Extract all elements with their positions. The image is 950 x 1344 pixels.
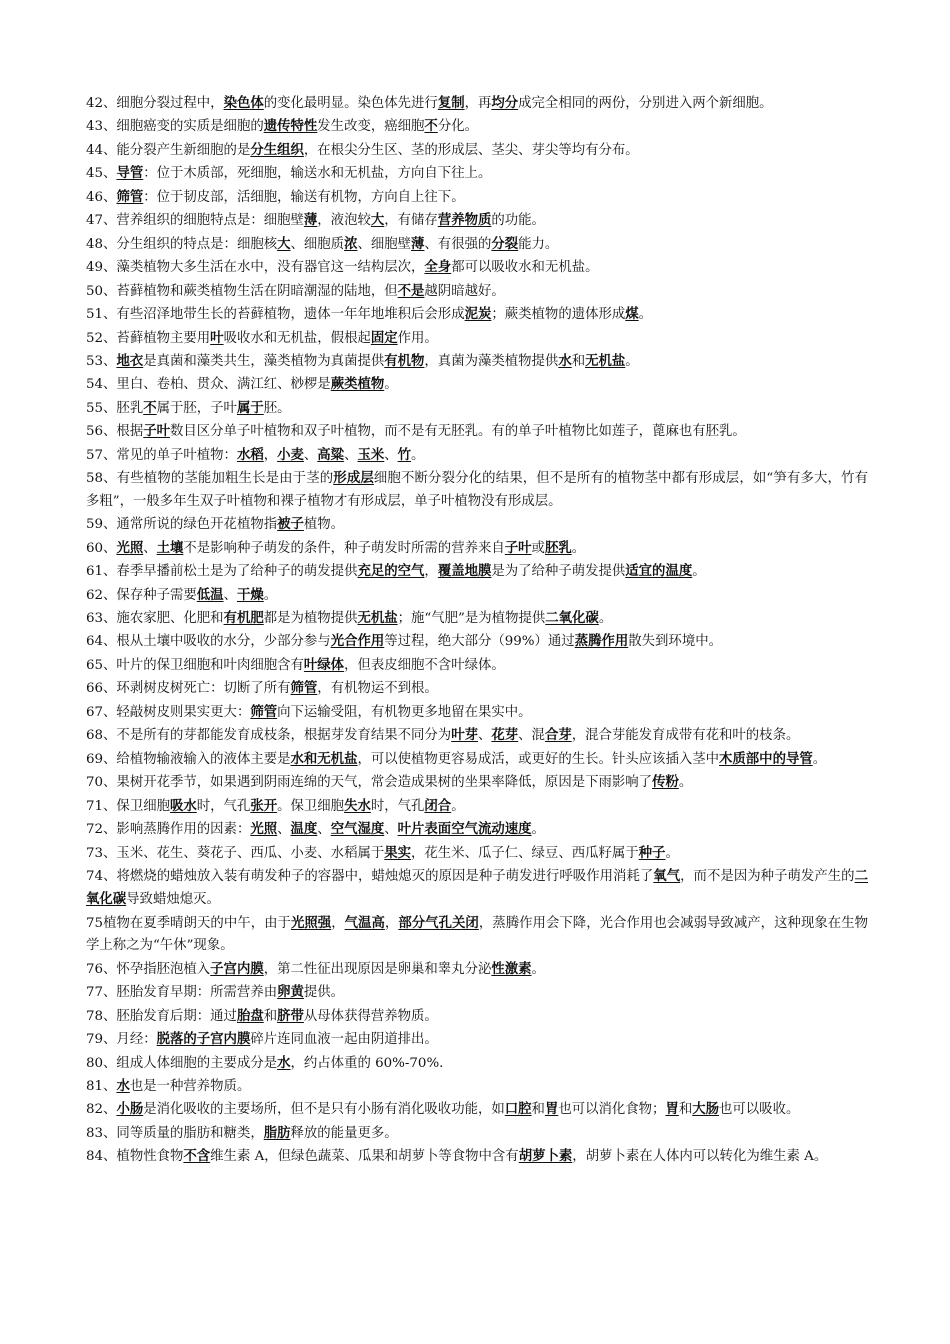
key-term: 被子 [277,516,304,533]
item-text: 52、苔藓植物主要用 [86,330,211,346]
item-text: 。 [411,447,425,463]
list-item [86,467,868,513]
item-text: ；施“气肥”是为植物提供 [397,610,546,626]
item-text: 82、 [86,1102,117,1118]
item-text: 46、 [86,189,117,205]
key-term: 子宫内膜 [210,960,264,977]
item-text: 。 [531,961,545,977]
key-term: 张开 [250,797,278,814]
item-text: 49、藻类植物大多生活在水中，没有器官这一结构层次， [86,260,425,276]
item-text: ， [384,915,399,931]
item-text: 61、春季早播前松土是为了给种子的萌发提供 [86,564,358,580]
item-text: 时，气孔 [196,798,251,814]
item-text: 59、通常所说的绿色开花植物指 [86,517,278,533]
item-text: 时，气孔 [370,798,425,814]
key-term: 子叶 [504,539,532,556]
item-text: 43、细胞癌变的实质是细胞的 [86,119,264,135]
item-text: 分化。 [437,119,478,135]
key-term: 土壤 [156,539,184,556]
item-text: 。 [638,307,653,323]
list-item [86,115,868,138]
item-text: 68、不是所有的芽都能发育成枝条，根据芽发育结果不同分为 [86,728,452,744]
key-term: 分生组织 [250,141,304,158]
key-term: 胡萝卜素 [518,1148,573,1165]
item-text: 向下运输受阻，有机物更多地留在果实中。 [277,704,532,720]
item-text: ，真菌为藻类植物提供 [424,353,559,369]
item-text: 、 [384,822,398,838]
item-text: 55、胚乳 [86,400,144,416]
key-term: 水 [558,352,572,369]
key-term: 筛管 [116,188,144,205]
key-term: 失水 [344,797,371,814]
item-text: 不是影响种子萌发的条件，种子萌发时所需的营养来自 [183,540,505,556]
item-text: ，可以使植物更容易成活，或更好的生长。针头应该插入茎中 [357,751,720,767]
item-text: 的功能。 [491,213,545,229]
item-text: ，蒸腾作用会下降，光合作用也会减弱导致减产，这种现象在生物学上称之为“午休”现象。 [86,915,869,954]
item-text: ，混合芽能发育成带有花和叶的枝条。 [571,728,800,744]
item-text: 或 [531,540,545,556]
item-text: 散失到环境中。 [628,634,722,650]
item-text: 74、将燃烧的蜡烛放入装有萌发种子的容器中，蜡烛熄灭的原因是种子萌发进行呼吸作用消耗了 [86,868,654,884]
item-text: 51、有些沼泽地带生长的苔藓植物，遗体一年年地堆积后会形成 [86,307,465,323]
key-term: 不 [143,399,157,416]
list-item [86,1052,868,1075]
item-text: ，胡萝卜素在人体内可以转化为维生素 A。 [572,1149,828,1165]
list-item [86,677,868,700]
item-text: 50、苔藓植物和蕨类植物生活在阴暗潮湿的陆地，但 [86,283,398,299]
item-text: 48、分生组织的特点是：细胞核 [86,236,278,252]
list-item [86,233,868,256]
item-text: 和 [531,1102,545,1118]
item-text: 。 [665,845,679,861]
key-term: 光合作用 [330,633,385,650]
item-text: 。 [812,751,827,767]
key-term: 不 [424,118,438,135]
key-term: 光照 [250,821,278,838]
key-term: 木质部中的导管 [719,750,813,767]
item-text: ，液泡较 [317,213,371,229]
list-item [86,654,868,677]
item-text: 、细胞质 [290,236,345,252]
item-text: 植物。 [303,517,345,533]
list-item [86,303,868,326]
list-item [86,630,868,653]
item-text: 越阴暗越好。 [424,283,505,299]
key-term: 胃 [665,1101,679,1118]
key-term: 合芽 [544,727,572,744]
item-text: 、 [477,728,492,744]
key-term: 干燥 [236,586,264,603]
list-item [86,818,868,841]
key-term: 适宜的温度 [625,563,693,580]
item-text: 作用。 [397,330,438,346]
list-item [86,209,868,232]
item-text: 、 [344,447,358,463]
list-item [86,748,868,771]
key-term: 导管 [116,165,144,182]
item-text: 是真菌和藻类共生，藻类植物为真菌提供 [143,353,385,369]
item-text: ，在根尖分生区、茎的形成层、茎尖、芽尖等均有分布。 [303,142,639,158]
list-item [86,865,868,912]
item-text: 属于胚，子叶 [156,400,237,416]
item-text: 。 [625,353,639,369]
list-item [86,560,868,583]
list-item [86,513,868,536]
item-text: 72、影响蒸腾作用的因素： [86,822,251,838]
key-term: 蕨类植物 [330,376,385,393]
key-term: 玉米 [357,446,385,463]
item-text: 是消化吸收的主要场所，但不是只有小肠有消化吸收功能，如 [143,1102,505,1118]
list-item [86,912,868,958]
item-text: 和 [678,1102,693,1118]
key-term: 胚乳 [544,539,572,556]
item-text: 都可以吸收水和无机盐。 [451,260,599,276]
item-text: 等过程，绝大部分（99%）通过 [384,634,575,650]
list-item [86,1005,868,1028]
item-text: 79、月经： [86,1032,157,1048]
key-term: 有机肥 [223,609,264,626]
key-term: 无机盐 [357,609,398,626]
item-text: 56、根据 [86,424,144,440]
key-term: 空气湿度 [330,821,385,838]
item-text: 成完全相同的两份，分别进入两个新细胞。 [518,96,773,111]
item-text: 和 [571,353,586,369]
key-term: 遗传特性 [263,118,318,135]
item-text: ；蕨类植物的遗体形成 [491,307,626,323]
key-term: 闭合 [424,797,452,814]
list-item [86,724,868,747]
item-text: 胚。 [263,400,291,416]
key-term: 水稻 [236,446,264,463]
key-term: 泥炭 [464,306,492,323]
item-text: 维生素 A，但绿色蔬菜、瓜果和胡萝卜等食物中含有 [210,1149,519,1165]
item-text: 66、环剥树皮树死亡：切断了所有 [86,681,291,697]
item-text: ，但表皮细胞不含叶绿体。 [344,657,505,673]
item-text: ，第二性征出现原因是卵巢和睾丸分泌 [263,961,492,977]
key-term: 复制 [437,95,465,111]
document-page [86,92,868,1169]
key-term: 蒸腾作用 [574,633,629,650]
key-term: 水 [116,1078,130,1095]
key-term: 均分 [491,95,519,111]
list-item [86,958,868,981]
item-text: ，有储存 [384,213,438,229]
item-text: ：位于韧皮部，活细胞，输送有机物，方向自上往下。 [143,189,465,205]
item-text: 、 [303,447,318,463]
item-text: 发生改变，癌细胞 [317,119,425,135]
item-text: 和 [263,1008,278,1024]
list-item [86,537,868,560]
item-text: ， [263,447,278,463]
list-item [86,420,868,443]
item-text: 提供。 [303,985,345,1001]
item-text: 。 [678,775,693,791]
key-term: 小麦 [277,446,304,463]
item-text: 53、 [86,353,117,369]
list-item [86,771,868,794]
key-term: 地衣 [116,352,144,369]
item-text: 数目区分单子叶植物和双子叶植物，而不是有无胚乳。有的单子叶植物比如莲子，蓖麻也有胚乳。 [170,424,746,440]
item-text: 、 [223,587,237,603]
item-text: 。 [571,540,586,556]
key-term: 属于 [236,399,264,416]
key-term: 形成层 [333,470,374,487]
key-term: 大肠 [692,1101,720,1118]
key-term: 高粱 [317,446,345,463]
key-term: 胎盘 [236,1007,264,1024]
list-item [86,256,868,279]
item-text: 的变化最明显。染色体先进行 [263,96,438,111]
item-text: 71、保卫细胞 [86,798,170,814]
key-term: 胃 [544,1101,559,1118]
list-item [86,280,868,303]
key-term: 二氧化碳 [545,609,599,626]
list-item [86,1075,868,1098]
list-item [86,701,868,724]
list-item [86,397,868,420]
key-term: 气温高 [344,914,385,931]
key-term: 分裂 [491,235,519,252]
item-text: 78、胚胎发育后期：通过 [86,1008,237,1024]
item-text: ：位于木质部，死细胞，输送水和无机盐，方向自下往上。 [143,166,492,182]
item-text: 释放的能量更多。 [290,1125,398,1141]
item-text: 42、细胞分裂过程中， [86,96,224,111]
item-text: 73、玉米、花生、葵花子、西瓜、小麦、水稻属于 [86,845,385,861]
key-term: 脱落的子宫内膜 [156,1031,251,1048]
item-text: 吸收水和无机盐，假根起 [223,330,371,346]
item-text: 、混 [518,728,545,744]
key-term: 低温 [196,586,224,603]
item-text: 47、营养组织的细胞特点是：细胞壁 [86,213,304,229]
key-term: 光照强 [290,914,332,931]
key-term: 煤 [625,306,639,323]
item-text: 58、有些植物的茎能加粗生长是由于茎的 [86,471,334,487]
item-text: 44、能分裂产生新细胞的是 [86,142,251,158]
key-term: 果实 [384,844,412,861]
item-text: 65、叶片的保卫细胞和叶肉细胞含有 [86,657,304,673]
key-term: 小肠 [116,1101,144,1118]
item-text: ， [424,564,438,580]
item-text: 是为了给种子萌发提供 [491,564,626,580]
item-text: 、 [143,540,157,556]
item-text: ，再 [464,96,492,111]
item-text: 。保卫细胞 [277,798,345,814]
key-term: 卵黄 [277,984,304,1001]
list-item [86,584,868,607]
key-term: 氧气 [653,867,681,884]
item-text: 64、根从土壤中吸收的水分，少部分参与 [86,634,331,650]
list-item [86,607,868,630]
item-text: 。 [384,377,398,393]
item-text: 能力。 [518,236,559,252]
item-text: 54、里白、卷柏、贯众、满江红、桫椤是 [86,377,331,393]
item-text: 。 [263,587,278,603]
key-term: 大 [370,212,385,229]
item-text: ，而不是因为种子萌发产生的 [680,868,855,884]
item-text: 70、果树开花季节，如果遇到阴雨连绵的天气，常会造成果树的坐果率降低，原因是下雨影响了 [86,775,653,791]
key-term: 叶 [210,329,224,346]
item-text: 。 [531,822,545,838]
key-term: 口腔 [504,1101,532,1118]
key-term: 有机物 [384,352,425,369]
key-term: 子叶 [143,423,170,440]
item-text: 、 [317,822,331,838]
key-term: 性激素 [491,960,532,977]
item-text: 69、给植物输液输入的液体主要是 [86,751,291,767]
item-text: 80、组成人体细胞的主要成分是 [86,1055,278,1071]
key-term: 花芽 [491,727,519,744]
key-term: 筛管 [250,703,278,720]
key-term: 叶片表面空气流动速度 [397,821,532,838]
item-text: 、细胞壁 [357,236,412,252]
item-text: 67、轻敲树皮则果实更大： [86,704,251,720]
key-term: 脐带 [277,1007,304,1024]
item-text: 81、 [86,1079,117,1095]
key-term: 吸水 [170,797,197,814]
item-text: 碎片连同血液一起由阴道排出。 [250,1032,438,1048]
key-term: 全身 [424,259,452,276]
key-term: 充足的空气 [357,563,425,580]
key-term: 水 [277,1054,291,1071]
item-text: 45、 [86,166,117,182]
key-term: 筛管 [290,680,318,697]
list-item [86,139,868,162]
item-text: ，花生米、瓜子仁、绿豆、西瓜籽属于 [411,845,639,861]
item-text: 62、保存种子需要 [86,587,197,603]
item-text: ， [331,915,345,931]
list-item [86,1028,868,1051]
item-text: 60、 [86,540,117,556]
item-text: ，有机物运不到根。 [317,681,438,697]
item-text: 细胞不断分裂分化的结果，但不是所有的植物茎中都有形成层，如“笋有多大，竹有多粗”，一般多年生双子叶植物和裸子植物才有形成层，单子叶植物没有形成层。 [86,471,868,509]
item-text: 。 [692,564,706,580]
item-text: 。 [598,610,613,626]
key-term: 叶芽 [451,727,478,744]
key-term: 种子 [638,844,666,861]
key-term: 竹 [397,446,412,463]
item-text: 、 [277,822,291,838]
item-text: 也可以吸收。 [719,1102,800,1118]
list-item [86,350,868,373]
item-text: 、 [384,447,398,463]
item-text: 、有很强的 [424,236,492,252]
item-text: 都是为植物提供 [263,610,358,626]
list-item [86,162,868,185]
key-term: 浓 [344,235,358,252]
list-item [86,1145,868,1168]
item-text: 。 [451,798,465,814]
list-item [86,1098,868,1121]
key-term: 固定 [370,329,398,346]
key-term: 无机盐 [585,352,626,369]
key-term: 不含 [183,1148,211,1165]
item-text: 57、常见的单子叶植物： [86,447,237,463]
key-term: 叶绿体 [303,656,345,673]
list-item [86,842,868,865]
item-text: ，约占体重的 60%-70%. [290,1055,444,1071]
key-term: 染色体 [223,95,264,111]
key-term: 传粉 [652,774,679,791]
key-term: 脂肪 [263,1124,291,1141]
item-text: 也是一种营养物质。 [129,1079,251,1095]
key-term: 光照 [116,539,144,556]
key-term: 薄 [411,235,425,252]
list-item [86,795,868,818]
list-item [86,444,868,467]
list-item [86,92,868,115]
key-term: 二氧化碳 [86,867,868,908]
item-text: 83、同等质量的脂肪和糖类， [86,1125,264,1141]
key-term: 温度 [290,821,318,838]
key-term: 覆盖地膜 [437,563,492,580]
item-text: 从母体获得营养物质。 [303,1008,438,1024]
key-term: 水和无机盐 [290,750,358,767]
key-term: 大 [277,235,291,252]
list-item [86,327,868,350]
key-term: 不是 [397,282,425,299]
key-term: 薄 [303,212,318,229]
item-text: 84、植物性食物 [86,1149,184,1165]
list-item [86,186,868,209]
item-text: 76、怀孕指胚泡植入 [86,961,211,977]
item-text: 也可以消化食物； [558,1102,666,1118]
list-item [86,981,868,1004]
list-item [86,1122,868,1145]
item-text: 63、施农家肥、化肥和 [86,610,224,626]
item-text: 77、胚胎发育早期：所需营养由 [86,985,278,1001]
list-item [86,373,868,396]
key-term: 部分气孔关闭 [398,914,479,931]
item-text: 导致蜡烛熄灭。 [126,892,220,908]
key-term: 营养物质 [437,212,492,229]
item-text: 75植物在夏季晴朗天的中午，由于 [86,915,291,931]
